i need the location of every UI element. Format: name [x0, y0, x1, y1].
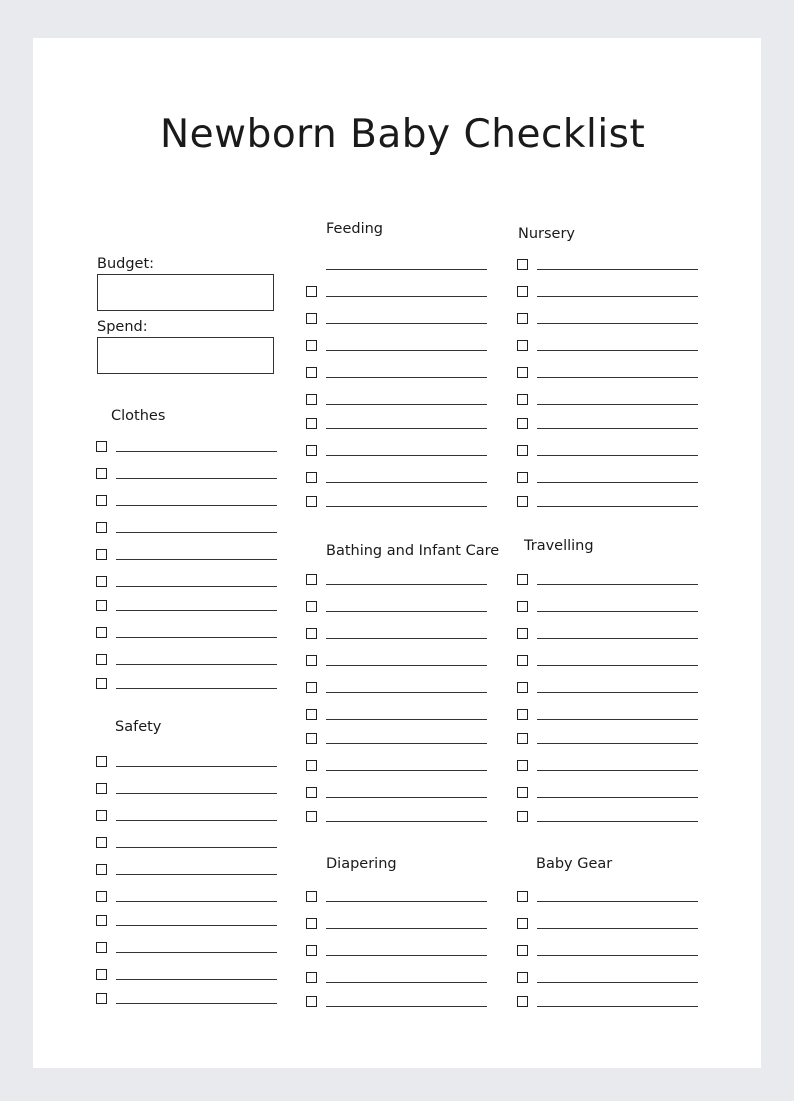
page-title: Newborn Baby Checklist [160, 112, 646, 157]
checkbox[interactable] [96, 969, 107, 980]
section-title-nursery: Nursery [518, 226, 576, 242]
checkbox[interactable] [306, 286, 317, 297]
item-write-line[interactable] [326, 482, 487, 483]
item-write-line[interactable] [537, 377, 698, 378]
budget-label: Budget: [97, 256, 155, 272]
item-write-line[interactable] [537, 770, 698, 771]
item-write-line[interactable] [116, 847, 277, 848]
checklist-item [517, 418, 699, 432]
item-write-line[interactable] [116, 979, 277, 980]
checkbox[interactable] [96, 942, 107, 953]
item-write-line[interactable] [537, 692, 698, 693]
feeding-blank-line [326, 269, 487, 270]
item-write-line[interactable] [326, 797, 487, 798]
checkbox[interactable] [306, 418, 317, 429]
checklist-item [306, 313, 488, 327]
checkbox[interactable] [306, 733, 317, 744]
checklist-item [517, 601, 699, 615]
item-write-line[interactable] [116, 1003, 277, 1004]
checklist-item [306, 628, 488, 642]
checklist-item [306, 918, 488, 932]
item-write-line[interactable] [116, 478, 277, 479]
checklist-item [517, 574, 699, 588]
checklist-item [96, 864, 278, 878]
checklist-item [517, 655, 699, 669]
checklist-item [517, 760, 699, 774]
checklist-item [306, 394, 488, 408]
checkbox[interactable] [306, 313, 317, 324]
checklist-item [517, 787, 699, 801]
checkbox[interactable] [306, 811, 317, 822]
item-write-line[interactable] [537, 506, 698, 507]
checkbox[interactable] [517, 996, 528, 1007]
checkbox[interactable] [517, 760, 528, 771]
checkbox[interactable] [96, 441, 107, 452]
item-write-line[interactable] [537, 638, 698, 639]
item-write-line[interactable] [326, 982, 487, 983]
item-write-line[interactable] [116, 664, 277, 665]
item-write-line[interactable] [537, 269, 698, 270]
item-write-line[interactable] [326, 821, 487, 822]
item-write-line[interactable] [326, 665, 487, 666]
checkbox[interactable] [96, 522, 107, 533]
item-write-line[interactable] [116, 505, 277, 506]
checkbox[interactable] [306, 601, 317, 612]
checkbox[interactable] [96, 576, 107, 587]
checklist-item [517, 394, 699, 408]
checklist-item [517, 628, 699, 642]
checklist-item [306, 811, 488, 825]
checklist-item [517, 496, 699, 510]
checkbox[interactable] [517, 445, 528, 456]
checkbox[interactable] [96, 627, 107, 638]
item-write-line[interactable] [537, 821, 698, 822]
checklist-item [96, 576, 278, 590]
item-write-line[interactable] [326, 638, 487, 639]
checklist-item [96, 810, 278, 824]
checklist-item [96, 993, 278, 1007]
checklist-item [517, 445, 699, 459]
checklist-item [517, 918, 699, 932]
item-write-line[interactable] [326, 770, 487, 771]
checkbox[interactable] [517, 709, 528, 720]
checkbox[interactable] [96, 891, 107, 902]
checkbox[interactable] [306, 367, 317, 378]
item-write-line[interactable] [537, 296, 698, 297]
checkbox[interactable] [306, 628, 317, 639]
checkbox[interactable] [306, 709, 317, 720]
checkbox[interactable] [96, 756, 107, 767]
checkbox[interactable] [96, 837, 107, 848]
item-write-line[interactable] [326, 901, 487, 902]
checklist-item [96, 783, 278, 797]
item-write-line[interactable] [537, 350, 698, 351]
item-write-line[interactable] [537, 901, 698, 902]
item-write-line[interactable] [537, 323, 698, 324]
checkbox[interactable] [517, 733, 528, 744]
checklist-item [306, 574, 488, 588]
checklist-item [306, 472, 488, 486]
checklist-item [517, 972, 699, 986]
checklist-item [517, 811, 699, 825]
checklist-item [517, 313, 699, 327]
item-write-line[interactable] [326, 404, 487, 405]
section-title-bathing: Bathing and Infant Care [326, 543, 500, 559]
checkbox[interactable] [517, 367, 528, 378]
checkbox[interactable] [517, 286, 528, 297]
checklist-item [96, 678, 278, 692]
item-write-line[interactable] [326, 377, 487, 378]
item-write-line[interactable] [537, 955, 698, 956]
item-write-line[interactable] [326, 928, 487, 929]
item-write-line[interactable] [537, 584, 698, 585]
item-write-line[interactable] [537, 719, 698, 720]
checklist-item [96, 627, 278, 641]
checklist-item [96, 468, 278, 482]
item-write-line[interactable] [116, 451, 277, 452]
checklist-item [96, 522, 278, 536]
checklist-item [96, 915, 278, 929]
checklist-item [306, 340, 488, 354]
checklist-item [306, 418, 488, 432]
checkbox[interactable] [306, 760, 317, 771]
checkbox[interactable] [96, 495, 107, 506]
item-write-line[interactable] [116, 874, 277, 875]
item-write-line[interactable] [537, 611, 698, 612]
checklist-item [96, 600, 278, 614]
item-write-line[interactable] [116, 925, 277, 926]
checklist-item [96, 654, 278, 668]
checklist-item [306, 972, 488, 986]
checklist-item [306, 286, 488, 300]
item-write-line[interactable] [116, 952, 277, 953]
checkbox[interactable] [306, 445, 317, 456]
section-title-feeding: Feeding [326, 221, 384, 237]
item-write-line[interactable] [326, 323, 487, 324]
checklist-item [306, 445, 488, 459]
item-write-line[interactable] [537, 404, 698, 405]
section-title-clothes: Clothes [111, 408, 166, 424]
checkbox[interactable] [96, 678, 107, 689]
checkbox[interactable] [306, 682, 317, 693]
checkbox[interactable] [517, 787, 528, 798]
checkbox[interactable] [306, 918, 317, 929]
checklist-item [96, 891, 278, 905]
checklist-item [96, 942, 278, 956]
checklist-item [96, 756, 278, 770]
checklist-item [306, 655, 488, 669]
checklist-item [306, 367, 488, 381]
checklist-item [517, 733, 699, 747]
checkbox[interactable] [96, 810, 107, 821]
item-write-line[interactable] [537, 928, 698, 929]
item-write-line[interactable] [326, 506, 487, 507]
checkbox[interactable] [306, 496, 317, 507]
checklist-item [306, 760, 488, 774]
spend-field[interactable] [97, 337, 274, 374]
checkbox[interactable] [517, 259, 528, 270]
checkbox[interactable] [517, 655, 528, 666]
item-write-line[interactable] [116, 820, 277, 821]
checkbox[interactable] [96, 864, 107, 875]
checkbox[interactable] [517, 945, 528, 956]
item-write-line[interactable] [326, 584, 487, 585]
checklist-item [517, 367, 699, 381]
item-write-line[interactable] [537, 482, 698, 483]
section-title-travelling: Travelling [524, 538, 594, 554]
checkbox[interactable] [96, 654, 107, 665]
checkbox[interactable] [517, 601, 528, 612]
item-write-line[interactable] [116, 793, 277, 794]
checklist-item [517, 259, 699, 273]
checklist-item [306, 945, 488, 959]
checkbox[interactable] [306, 996, 317, 1007]
item-write-line[interactable] [116, 688, 277, 689]
checklist-item [517, 891, 699, 905]
item-write-line[interactable] [326, 350, 487, 351]
checklist-item [517, 286, 699, 300]
item-write-line[interactable] [116, 766, 277, 767]
checklist-item [96, 969, 278, 983]
checkbox[interactable] [517, 496, 528, 507]
item-write-line[interactable] [326, 1006, 487, 1007]
checkbox[interactable] [517, 340, 528, 351]
checkbox[interactable] [517, 972, 528, 983]
checkbox[interactable] [96, 600, 107, 611]
checkbox[interactable] [306, 655, 317, 666]
checklist-item [96, 441, 278, 455]
checkbox[interactable] [96, 993, 107, 1004]
checkbox[interactable] [517, 574, 528, 585]
checkbox[interactable] [306, 787, 317, 798]
checkbox[interactable] [96, 915, 107, 926]
checkbox[interactable] [517, 628, 528, 639]
checkbox[interactable] [517, 891, 528, 902]
checklist-item [306, 601, 488, 615]
section-title-diapering: Diapering [326, 856, 397, 872]
checklist-item [517, 340, 699, 354]
item-write-line[interactable] [326, 955, 487, 956]
item-write-line[interactable] [326, 611, 487, 612]
checkbox[interactable] [306, 394, 317, 405]
checklist-item [306, 496, 488, 510]
item-write-line[interactable] [116, 637, 277, 638]
item-write-line[interactable] [537, 428, 698, 429]
item-write-line[interactable] [537, 665, 698, 666]
item-write-line[interactable] [537, 455, 698, 456]
item-write-line[interactable] [116, 610, 277, 611]
checklist-item [517, 945, 699, 959]
checkbox[interactable] [517, 472, 528, 483]
checkbox[interactable] [306, 340, 317, 351]
checklist-item [517, 709, 699, 723]
checkbox[interactable] [306, 891, 317, 902]
checkbox[interactable] [306, 945, 317, 956]
item-write-line[interactable] [326, 692, 487, 693]
item-write-line[interactable] [326, 743, 487, 744]
item-write-line[interactable] [116, 559, 277, 560]
checklist-item [96, 549, 278, 563]
checklist-item [306, 733, 488, 747]
checkbox[interactable] [96, 783, 107, 794]
checkbox[interactable] [96, 468, 107, 479]
checkbox[interactable] [517, 313, 528, 324]
item-write-line[interactable] [326, 455, 487, 456]
item-write-line[interactable] [326, 296, 487, 297]
section-title-safety: Safety [115, 719, 162, 735]
item-write-line[interactable] [116, 532, 277, 533]
checklist-item [517, 996, 699, 1010]
checkbox[interactable] [96, 549, 107, 560]
checklist-item [517, 472, 699, 486]
checkbox[interactable] [306, 574, 317, 585]
budget-field[interactable] [97, 274, 274, 311]
checkbox[interactable] [517, 918, 528, 929]
checkbox[interactable] [517, 418, 528, 429]
checklist-item [306, 996, 488, 1010]
checkbox[interactable] [517, 682, 528, 693]
checkbox[interactable] [517, 811, 528, 822]
item-write-line[interactable] [326, 428, 487, 429]
checklist-item [306, 787, 488, 801]
checklist-item [306, 709, 488, 723]
item-write-line[interactable] [116, 901, 277, 902]
item-write-line[interactable] [537, 797, 698, 798]
checkbox[interactable] [517, 394, 528, 405]
item-write-line[interactable] [326, 719, 487, 720]
checklist-item [306, 682, 488, 696]
item-write-line[interactable] [537, 982, 698, 983]
checkbox[interactable] [306, 972, 317, 983]
checklist-item [96, 495, 278, 509]
spend-label: Spend: [97, 319, 148, 335]
checklist-item [306, 891, 488, 905]
checklist-item [517, 682, 699, 696]
checklist-item [96, 837, 278, 851]
item-write-line[interactable] [116, 586, 277, 587]
checkbox[interactable] [306, 472, 317, 483]
section-title-baby-gear: Baby Gear [536, 856, 613, 872]
item-write-line[interactable] [537, 743, 698, 744]
item-write-line[interactable] [537, 1006, 698, 1007]
